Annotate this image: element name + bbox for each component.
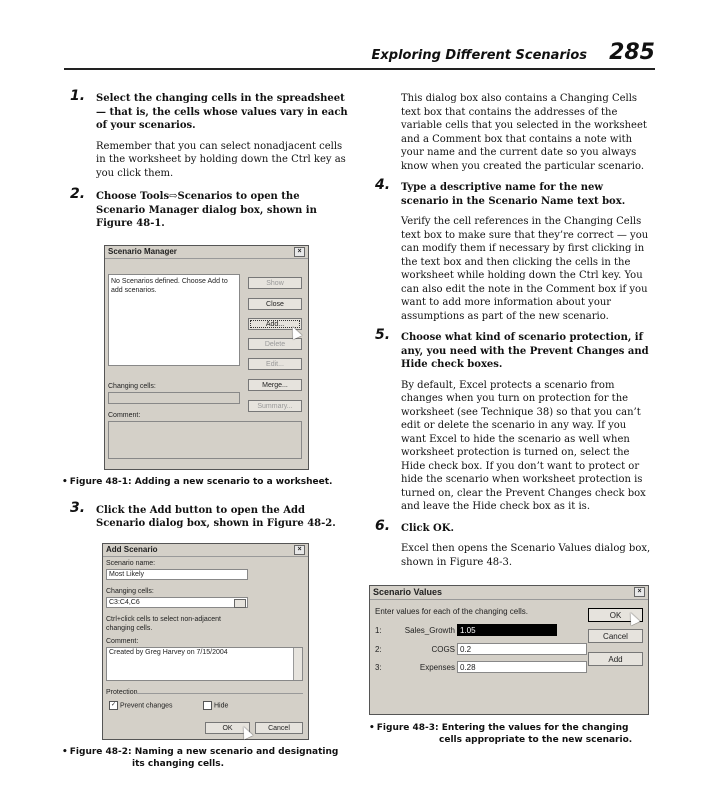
- close-icon[interactable]: ×: [294, 247, 305, 257]
- changing-cells-input[interactable]: C3:C4,C6: [106, 597, 248, 608]
- step-number: 3.: [70, 499, 86, 516]
- page-header: [64, 40, 655, 70]
- ok-button[interactable]: OK: [588, 608, 643, 622]
- add-button[interactable]: Add: [588, 652, 643, 666]
- row-name: Sales_Growth: [404, 626, 455, 635]
- delete-button[interactable]: Delete: [248, 338, 302, 350]
- step-number: 1.: [70, 88, 86, 104]
- merge-button[interactable]: Merge...: [248, 379, 302, 391]
- running-title: Exploring Different Scenarios: [371, 48, 587, 63]
- left-column: [62, 88, 350, 770]
- figure-48-1-caption: • Figure 48-1: Adding a new scenario to a worksheet.: [62, 476, 333, 487]
- add-button[interactable]: Add...: [248, 318, 302, 330]
- dialog-title: Scenario Manager: [108, 246, 177, 256]
- changing-cells-label: Changing cells:: [108, 382, 156, 390]
- row-index: 2:: [375, 645, 382, 654]
- scenario-values-dialog: [369, 585, 649, 715]
- scenario-name-input[interactable]: Most Likely: [106, 569, 248, 580]
- edit-button[interactable]: Edit...: [248, 358, 302, 370]
- step-body: Verify the cell references in the Changing Cells text box to make sure that they’re correct — you can modify them if necessary by first clicking in the text box and then clicking the cells in the worksheet while holding down the Ctrl key. You can also edit the note in the Comment box if you want to add more information about your assumptions as part of the new scenario.: [401, 216, 649, 322]
- close-button[interactable]: Close: [248, 298, 302, 310]
- row-index: 1:: [375, 626, 382, 635]
- row-value-input[interactable]: 0.28: [457, 661, 587, 673]
- changing-cells-label: Changing cells:: [106, 587, 154, 595]
- step-number: 4.: [375, 177, 391, 193]
- row-index: 3:: [375, 663, 382, 672]
- prevent-changes-checkbox[interactable]: ✓ Prevent changes: [110, 701, 173, 709]
- check-icon: ✓: [110, 701, 117, 708]
- value-row-1: [375, 624, 585, 637]
- dialog-title-bar: [103, 544, 308, 557]
- step-3: [68, 499, 350, 531]
- ok-button[interactable]: OK: [205, 722, 250, 734]
- step-4: [373, 177, 653, 323]
- right-column: [373, 92, 653, 569]
- step-2: [68, 186, 350, 231]
- step-number: 5.: [375, 327, 391, 343]
- step-body: By default, Excel protects a scenario from changes when you turn on protection for the worksheet (see Technique 38) so that you can’t edit or delete the scenario in any way. If you want Excel to hide the scenario as well when worksheet protection is turned on, select the Hide check box. If you don’t want to protect or hide the scenario when worksheet protection is turned on, clear the Prevent Changes check box and leave the Hide check box as it is.: [401, 379, 646, 512]
- add-scenario-dialog: [102, 543, 309, 740]
- step-heading: Choose what kind of scenario protection, if any, you need with the Prevent Changes and Hide check boxes.: [401, 332, 649, 370]
- value-row-3: [375, 661, 585, 674]
- instruction-text: Enter values for each of the changing cells.: [375, 607, 528, 616]
- collapse-dialog-icon[interactable]: [234, 599, 246, 608]
- summary-button[interactable]: Summary...: [248, 400, 302, 412]
- row-name: COGS: [431, 645, 455, 654]
- step-body: Remember that you can select nonadjacent cells in the worksheet by holding down the Ctrl key as you click them.: [96, 140, 346, 179]
- dialog-title: Scenario Values: [373, 587, 443, 597]
- row-value-input[interactable]: 1.05: [457, 624, 557, 636]
- protection-divider: [135, 693, 303, 694]
- dialog-title: Add Scenario: [106, 544, 158, 554]
- close-icon[interactable]: ×: [634, 587, 645, 597]
- step-heading: Choose Tools⇨Scenarios to open the Scenario Manager dialog box, shown in Figure 48-1.: [96, 191, 317, 229]
- figure-48-2-caption: • Figure 48-2: Naming a new scenario and designating its changing cells.: [62, 746, 339, 769]
- comment-label: Comment:: [106, 637, 139, 645]
- show-button[interactable]: Show: [248, 277, 302, 289]
- step-heading: Type a descriptive name for the new scenario in the Scenario Name text box.: [401, 182, 626, 207]
- step-6: [373, 517, 653, 570]
- close-icon[interactable]: ×: [294, 545, 305, 555]
- checkbox-box: [203, 701, 212, 710]
- page-number: 285: [609, 40, 655, 65]
- step-1: [68, 88, 350, 180]
- scenario-name-label: Scenario name:: [106, 559, 156, 567]
- hide-checkbox[interactable]: Hide: [203, 701, 228, 710]
- dialog-title-bar: [105, 246, 308, 259]
- row-name: Expenses: [419, 663, 455, 672]
- hint-text: Ctrl+click cells to select non-adjacent changing cells.: [106, 615, 221, 632]
- step-5: [373, 327, 653, 514]
- value-row-2: [375, 643, 585, 656]
- row-value-input[interactable]: 0.2: [457, 643, 587, 655]
- scenarios-list[interactable]: [108, 274, 240, 366]
- comment-textarea[interactable]: Created by Greg Harvey on 7/15/2004: [106, 647, 303, 681]
- dialog-title-bar: [370, 586, 648, 600]
- step-heading: Select the changing cells in the spreadsheet — that is, the cells whose values vary in each of your scenarios.: [96, 93, 348, 131]
- scenario-manager-dialog: [104, 245, 309, 470]
- scenarios-list-text: No Scenarios defined. Choose Add to add scenarios.: [111, 277, 228, 294]
- comment-label: Comment:: [108, 411, 141, 419]
- step-heading: Click OK.: [401, 522, 454, 534]
- cancel-button[interactable]: Cancel: [588, 629, 643, 643]
- scrollbar[interactable]: [293, 648, 302, 680]
- protection-label: Protection: [106, 688, 138, 696]
- step-heading: Click the Add button to open the Add Scenario dialog box, shown in Figure 48-2.: [96, 504, 336, 529]
- changing-cells-field: [108, 392, 240, 404]
- step-body: Excel then opens the Scenario Values dialog box, shown in Figure 48-3.: [401, 543, 651, 568]
- step-number: 6.: [375, 517, 391, 534]
- figure-48-3-caption: • Figure 48-3: Entering the values for the changing cells appropriate to the new scenario.: [369, 723, 633, 745]
- step-number: 2.: [70, 186, 86, 202]
- cancel-button[interactable]: Cancel: [255, 722, 303, 734]
- comment-field: [108, 421, 302, 459]
- intro-paragraph: This dialog box also contains a Changing Cells text box that contains the addresses of the variable cells that you selected in the worksheet and a Comment box that contains a note with your name and the current date so you always know when you created the particular scenario.: [401, 93, 647, 172]
